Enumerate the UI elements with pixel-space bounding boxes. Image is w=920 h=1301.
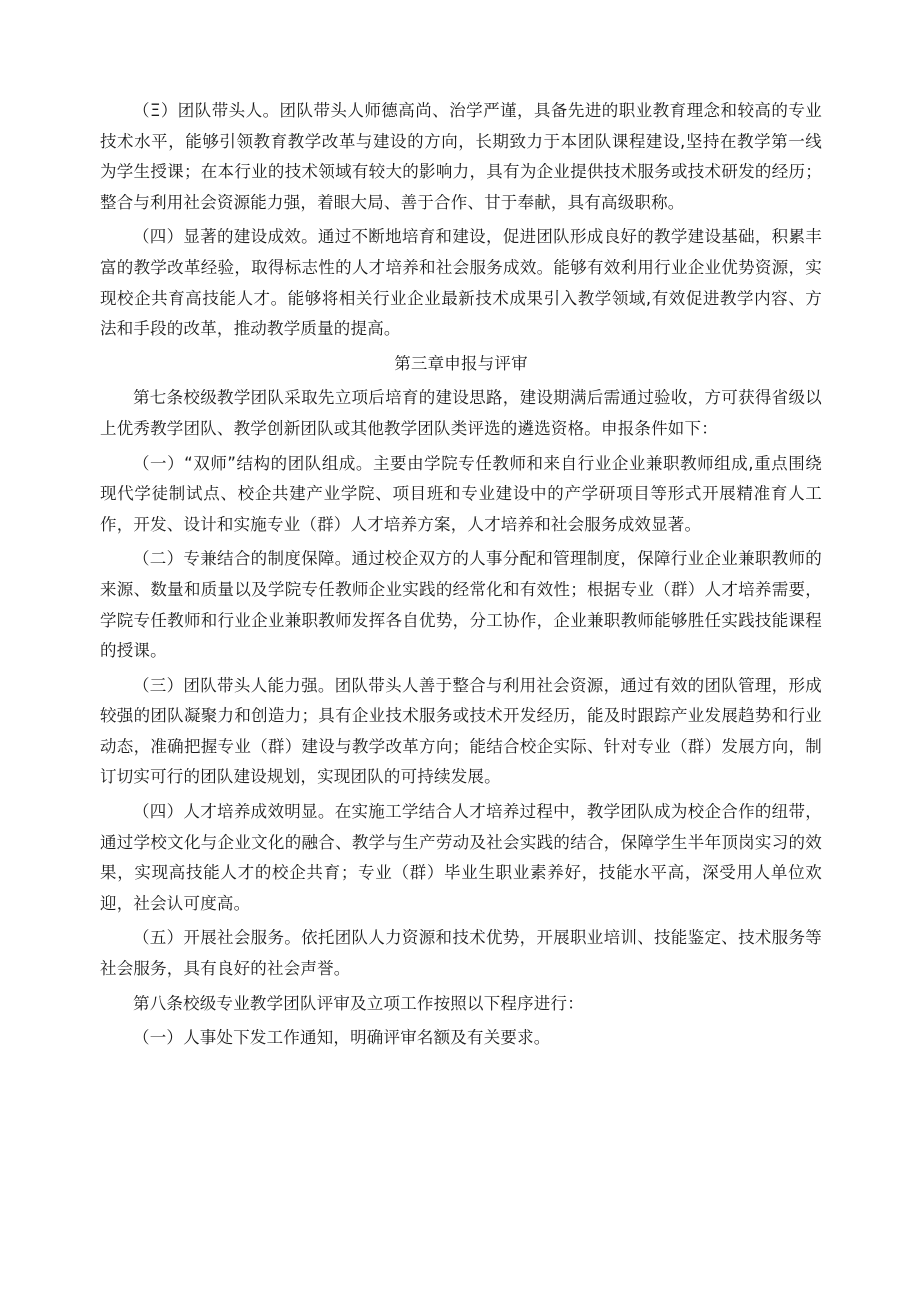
paragraph-dual-teacher: （一）“双师”结构的团队组成。主要由学院专任教师和来自行业企业兼职教师组成,重点围绕现代学徒制试点、校企共建产业学院、项目班和专业建设中的产学研项目等形式开展精准育人工作，开发、设计和实施专业（群）人才培养方案，人才培养和社会服务成效显著。 <box>100 453 822 534</box>
paragraph-article-eight: 第八条校级专业教学团队评审及立项工作按照以下程序进行： <box>133 993 584 1013</box>
paragraph-article-seven: 第七条校级教学团队采取先立项后培育的建设思路，建设期满后需通过验收，方可获得省级以上优秀教学团队、教学创新团队或其他教学团队类评选的遴选资格。申报条件如下： <box>100 388 822 438</box>
paragraph-system-guarantee: （二）专兼结合的制度保障。通过校企双方的人事分配和管理制度，保障行业企业兼职教师的来源、数量和质量以及学院专任教师企业实践的经常化和有效性；根据专业（群）人才培养需要，学院专任教师和行业企业兼职教师发挥各自优势，分工协作，企业兼职教师能够胜任实践技能课程的授课。 <box>100 549 822 661</box>
document-body <box>100 96 822 1058</box>
chapter-heading: 第三章申报与评审 <box>394 353 528 373</box>
paragraph-social-service: （五）开展社会服务。依托团队人力资源和技术优势，开展职业培训、技能鉴定、技术服务等社会服务，具有良好的社会声誉。 <box>100 928 822 979</box>
paragraph-talent-cultivation: （四）人才培养成效明显。在实施工学结合人才培养过程中，教学团队成为校企合作的纽带，通过学校文化与企业文化的融合、教学与生产劳动及社会实践的结合，保障学生半年顶岗实习的效果，实现高技能人才的校企共育；专业（群）毕业生职业素养好，技能水平高，深受用人单位欢迎，社会认可度高。 <box>100 802 822 913</box>
paragraph-construction-results: （四）显著的建设成效。通过不断地培育和建设，促进团队形成良好的教学建设基础，积累丰富的教学改革经验，取得标志性的人才培养和社会服务成效。能够有效利用行业企业优势资源，实现校企共育高技能人才。能够将相关行业企业最新技术成果引入教学领域,有效促进教学内容、方法和手段的改革，推动教学质量的提高。 <box>100 227 822 339</box>
paragraph-step-one: （一）人事处下发工作通知，明确评审名额及有关要求。 <box>133 1028 551 1048</box>
paragraph-team-leader: （Ξ）团队带头人。团队带头人师德高尚、治学严谨，具备先进的职业教育理念和较高的专业技术水平，能够引领教育教学改革与建设的方向，长期致力于本团队课程建设,坚持在教学第一线为学生授课；在本行业的技术领域有较大的影响力，具有为企业提供技术服务或技术研发的经历；整合与利用社会资源能力强，着眼大局、善于合作、甘于奉献，具有高级职称。 <box>100 101 822 212</box>
paragraph-leader-ability: （三）团队带头人能力强。团队带头人善于整合与利用社会资源，通过有效的团队管理，形成较强的团队凝聚力和创造力；具有企业技术服务或技术开发经历，能及时跟踪产业发展趋势和行业动态，准确把握专业（群）建设与教学改革方向；能结合校企实际、针对专业（群）发展方向，制订切实可行的团队建设规划，实现团队的可持续发展。 <box>100 675 822 787</box>
